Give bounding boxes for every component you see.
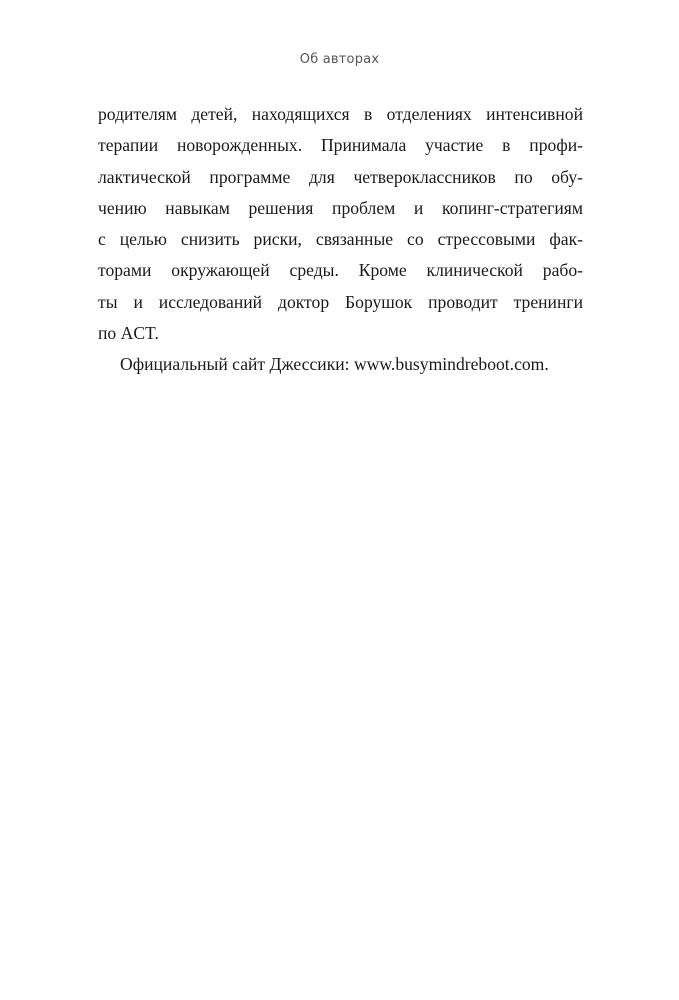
text-line: ты и исследований доктор Борушок проводит тренинги: [98, 291, 583, 312]
text-line: родителям детей, находящихся в отделениях интенсивной: [98, 104, 583, 124]
body-text: [98, 99, 583, 381]
text-line: лактической программе для четвероклассников по обу-: [98, 166, 583, 187]
text-line: торами окружающей среды. Кроме клинической рабо-: [98, 260, 583, 281]
text-line: с целью снизить риски, связанные со стрессовыми фак-: [98, 229, 583, 250]
website-paragraph: Официальный сайт Джессики: www.busymindreboot.com.: [120, 354, 549, 375]
text-line: по ACT.: [98, 323, 159, 344]
running-header: Об авторах: [299, 52, 380, 67]
text-line: терапии новорожденных. Принимала участие в профи-: [98, 135, 583, 156]
text-line: чению навыкам решения проблем и копинг-стратегиям: [98, 197, 583, 218]
